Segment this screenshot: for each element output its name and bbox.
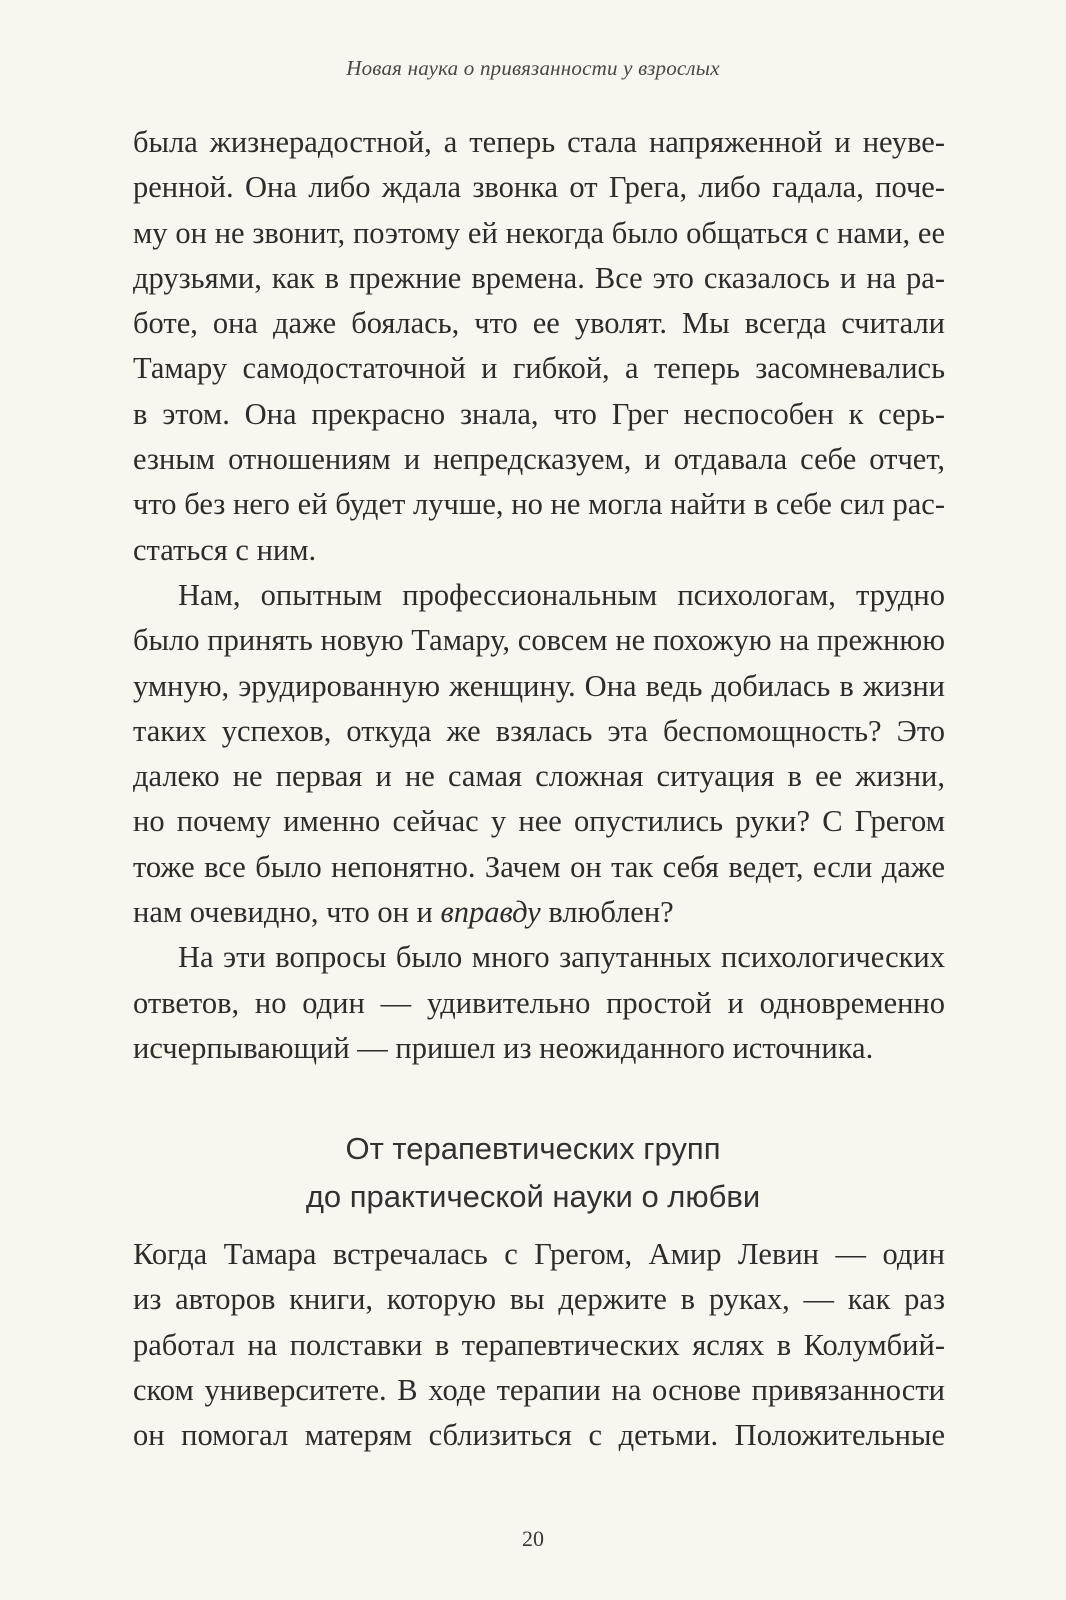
text-line: была жизнерадостной, а теперь стала напряженной и неуве- [133,125,945,159]
page-number: 20 [522,1526,544,1551]
running-header: Новая наука о привязанности у взрослых [346,56,720,80]
text-line: было принять новую Тамару, совсем не похожую на прежнюю [133,623,945,658]
text-line: ском университете. В ходе терапии на основе привязанности [133,1372,945,1407]
text-line: му он не звонит, поэтому ей некогда было общаться с нами, ее [133,215,945,250]
text-line: Нам, опытным профессиональным психологам, трудно [178,577,945,612]
text-line: он помогал матерям сблизиться с детьми. Положительные [133,1418,945,1453]
text-line: таких успехов, откуда же взялась эта беспомощность? Это [133,713,945,748]
text-line: тоже все было непонятно. Зачем он так себя ведет, если даже [133,849,945,884]
text-line: но почему именно сейчас у нее опустились руки? С Грегом [133,804,945,839]
text-line: в этом. Она прекрасно знала, что Грег неспособен к серь- [133,396,945,431]
body-text-bottom [133,1232,945,1458]
paragraph-3 [133,935,945,1071]
text-line: Тамару самодостаточной и гибкой, а теперь засомневались [133,351,945,386]
text-line: работал на полставки в терапевтических яслях в Колумбий- [133,1327,945,1362]
text-fragment: влюблен? [540,895,674,930]
text-line: умную, эрудированную женщину. Она ведь добилась в жизни [133,668,945,703]
text-line: исчерпывающий — пришел из неожиданного источника. [133,1030,874,1065]
text-line: боте, она даже боялась, что ее уволят. Мы всегда считали [133,306,945,341]
text-line: что без него ей будет лучше, но не могла найти в себе сил рас- [133,487,945,522]
section-heading-line: до практической науки о любви [305,1179,761,1214]
text-line: из авторов книги, которую вы держите в руках, — как раз [133,1282,945,1317]
text-line: далеко не первая и не самая сложная ситуация в ее жизни, [133,759,945,794]
section-heading-line: От терапевтических групп [345,1131,721,1166]
text-line: езным отношениям и непредсказуем, и отдавала себе отчет, [133,442,945,477]
text-line: На эти вопросы было много запутанных психологических [178,940,945,975]
text-line: Когда Тамара встречалась с Грегом, Амир Левин — один [133,1237,945,1271]
paragraph-2 [133,573,945,935]
text-line: ответов, но один — удивительно простой и одновременно [133,985,945,1020]
text-line: ренной. Она либо ждала звонка от Грега, либо гадала, поче- [133,170,945,205]
paragraph-4 [133,1232,945,1458]
text-fragment: нам очевидно, что он и [133,895,441,930]
section-heading [0,1125,1066,1221]
text-line [133,890,945,935]
paragraph-1 [133,120,945,573]
emphasis-word: вправду [440,895,541,930]
body-text-top [133,120,945,1071]
text-line: друзьями, как в прежние времена. Все это сказалось и на ра- [133,260,945,295]
text-line: статься с ним. [133,532,317,567]
